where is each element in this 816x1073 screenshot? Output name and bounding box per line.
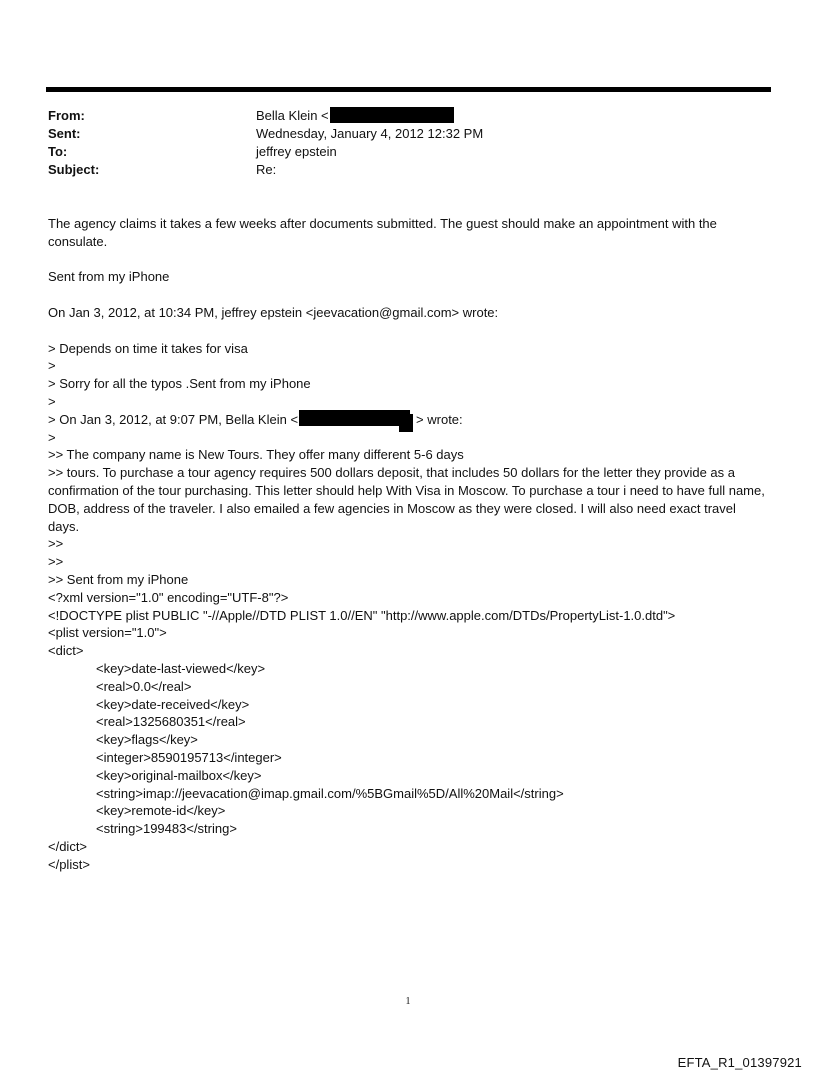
quoted-line: >	[48, 393, 56, 409]
quoted-line: > Sorry for all the typos .Sent from my iPhone	[48, 376, 311, 392]
body-paragraph: The agency claims it takes a few weeks after documents submitted. The guest should make an appointment with the consulate.	[48, 216, 717, 249]
plist-line: <plist version="1.0">	[48, 625, 167, 641]
subject-label: Subject:	[48, 162, 100, 177]
email-body	[48, 215, 770, 873]
from-value	[256, 107, 454, 125]
quoted-line: >	[48, 358, 56, 374]
quoted-line: >>	[48, 554, 64, 570]
quoted-line-start: > On Jan 3, 2012, at 9:07 PM, Bella Klein <	[48, 411, 299, 427]
subject-value: Re:	[256, 162, 277, 177]
plist-line: <string>199483</string>	[96, 821, 237, 837]
from-label: From:	[48, 108, 85, 123]
to-value: jeffrey epstein	[256, 144, 337, 159]
signature: Sent from my iPhone	[48, 269, 170, 285]
quoted-line-with-redaction	[48, 411, 770, 429]
quoted-line: >> Sent from my iPhone	[48, 571, 189, 587]
email-header	[48, 107, 768, 179]
subject-row	[48, 161, 768, 179]
quoted-line: >	[48, 429, 56, 445]
redaction-bar	[399, 414, 413, 432]
plist-line: <key>date-last-viewed</key>	[96, 660, 266, 676]
spacer	[48, 322, 770, 340]
plist-line: <string>imap://jeevacation@imap.gmail.com/%5BGmail%5D/All%20Mail</string>	[96, 785, 564, 801]
spacer	[48, 251, 770, 269]
redaction-bar	[299, 410, 410, 426]
sent-label: Sent:	[48, 126, 81, 141]
quoted-line-end: > wrote:	[416, 411, 463, 427]
plist-line: <integer>8590195713</integer>	[96, 749, 282, 765]
redaction-box	[298, 412, 416, 426]
plist-line: </plist>	[48, 856, 90, 872]
bates-number: EFTA_R1_01397921	[677, 1055, 802, 1070]
plist-line: <key>original-mailbox</key>	[96, 767, 262, 783]
to-label: To:	[48, 144, 68, 159]
from-row	[48, 107, 768, 125]
plist-line: <key>flags</key>	[96, 732, 198, 748]
plist-line: <real>1325680351</real>	[96, 714, 246, 730]
plist-line: </dict>	[48, 838, 88, 854]
header-rule	[46, 87, 771, 92]
sent-value: Wednesday, January 4, 2012 12:32 PM	[256, 126, 484, 141]
quoted-line: >>	[48, 536, 64, 552]
plist-line: <key>remote-id</key>	[96, 803, 226, 819]
quoted-paragraph: >> tours. To purchase a tour agency requires 500 dollars deposit, that includes 50 dollars for the letter they provide as a confirmation of the tour purchasing. This letter should help With Visa in Moscow. To purchase a tour i need to have full name, DOB, address of the traveler. I also emailed a few agencies in Moscow as they were closed. I will also need exact travel days.	[48, 465, 765, 534]
from-sender: Bella Klein <	[256, 108, 329, 123]
quoted-line: > Depends on time it takes for visa	[48, 340, 248, 356]
plist-line: <dict>	[48, 643, 84, 659]
to-row	[48, 143, 768, 161]
page-number: 1	[405, 996, 411, 1007]
plist-line: <?xml version="1.0" encoding="UTF-8"?>	[48, 589, 289, 605]
spacer	[48, 286, 770, 304]
plist-line: <real>0.0</real>	[96, 678, 192, 694]
redaction-box	[330, 107, 454, 123]
quoted-line: >> The company name is New Tours. They offer many different 5-6 days	[48, 447, 464, 463]
quote-intro: On Jan 3, 2012, at 10:34 PM, jeffrey epstein <jeevacation@gmail.com> wrote:	[48, 304, 499, 320]
sent-row	[48, 125, 768, 143]
plist-line: <!DOCTYPE plist PUBLIC "-//Apple//DTD PLIST 1.0//EN" "http://www.apple.com/DTDs/PropertyList-1.0.dtd">	[48, 607, 676, 623]
plist-line: <key>date-received</key>	[96, 696, 250, 712]
